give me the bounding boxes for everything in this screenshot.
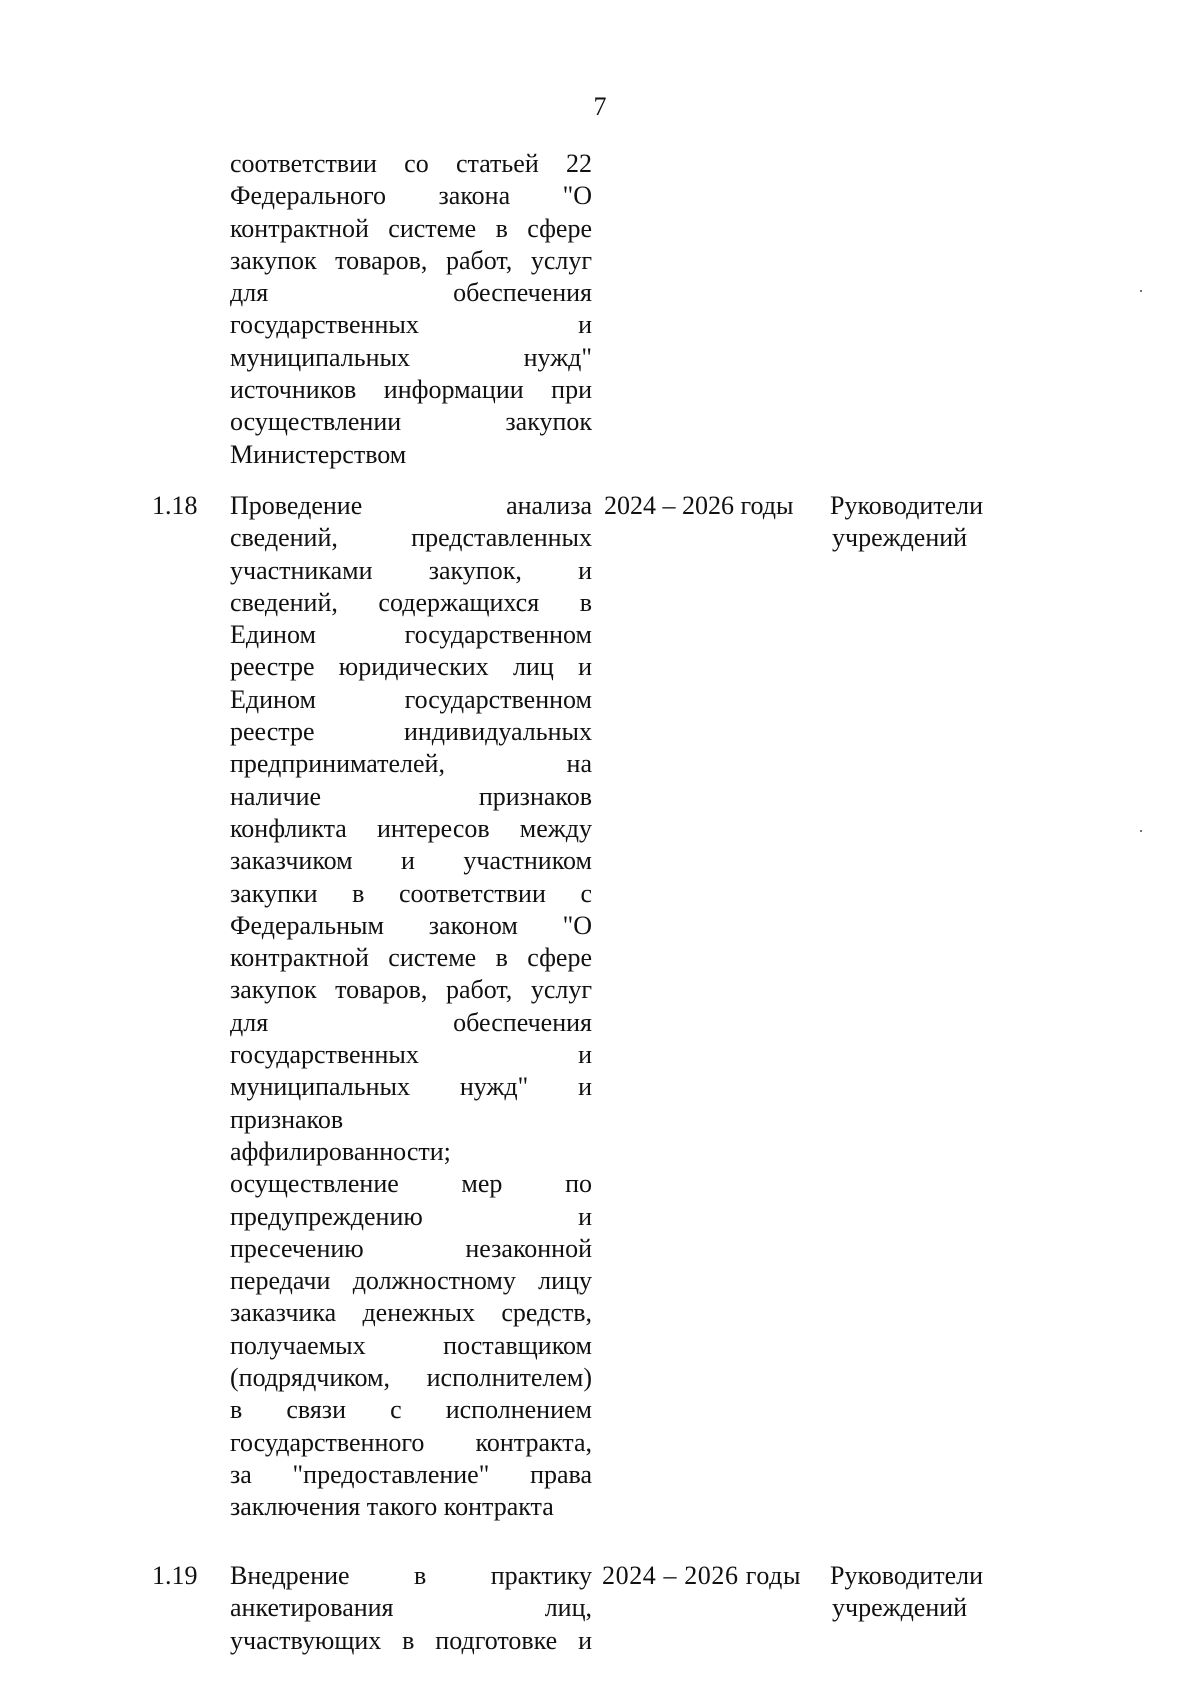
text-line: Едином государственном — [230, 620, 592, 650]
row-term: 2024 – 2026 годы — [602, 1561, 802, 1590]
text-line: для обеспечения — [230, 1007, 592, 1037]
responsible-line: Руководители — [830, 491, 984, 520]
text-line: анкетирования лиц, — [230, 1593, 592, 1623]
text-line: закупок товаров, работ, услуг — [230, 245, 592, 275]
text-line: сведений, представленных — [230, 523, 592, 553]
text-line: участвующих в подготовке и — [230, 1625, 592, 1655]
text-line: участниками закупок, и — [230, 555, 592, 585]
text-line: в связи с исполнением — [230, 1395, 592, 1425]
text-line: закупок товаров, работ, услуг — [230, 975, 592, 1005]
responsible-line: Руководители — [830, 1561, 984, 1590]
text-line: Министерством — [230, 439, 407, 469]
text-line: реестре индивидуальных — [230, 717, 592, 747]
scan-speck — [1140, 290, 1142, 292]
text-line: государственного контракта, — [230, 1427, 592, 1457]
text-line: Федеральным законом "О — [230, 910, 592, 940]
text-line: заказчиком и участником — [230, 846, 592, 876]
text-line: муниципальных нужд" и — [230, 1072, 592, 1102]
text-line: реестре юридических лиц и — [230, 652, 592, 682]
text-line: сведений, содержащихся в — [230, 587, 592, 617]
responsible-line: учреждений — [832, 1593, 968, 1623]
text-line: (подрядчиком, исполнителем) — [230, 1363, 592, 1393]
text-line: предпринимателей, на — [230, 749, 592, 779]
text-line: предупреждению и — [230, 1201, 592, 1231]
text-line: передачи должностному лицу — [230, 1266, 592, 1296]
text-line: аффилированности; — [230, 1136, 451, 1166]
text-line: государственных и — [230, 1040, 592, 1070]
row-responsible — [830, 1560, 983, 1625]
text-line: муниципальных нужд" — [230, 342, 592, 372]
page-number: 7 — [593, 92, 607, 121]
scan-speck — [1140, 830, 1142, 832]
row-responsible — [830, 490, 983, 555]
text-line: осуществлении закупок — [230, 407, 592, 437]
row-term: 2024 – 2026 годы — [604, 491, 794, 520]
text-line: государственных и — [230, 310, 592, 340]
text-line: признаков — [230, 1104, 344, 1134]
row-number: 1.18 — [152, 491, 198, 520]
text-line: получаемых поставщиком — [230, 1330, 592, 1360]
text-line: конфликта интересов между — [230, 813, 592, 843]
text-line: осуществление мер по — [230, 1169, 592, 1199]
text-line: контрактной системе в сфере — [230, 943, 592, 973]
text-line: соответствии со статьей 22 — [230, 149, 592, 178]
continuation-description — [230, 148, 592, 471]
row-description — [230, 490, 592, 1524]
text-line: для обеспечения — [230, 278, 592, 308]
text-line: пресечению незаконной — [230, 1233, 592, 1263]
row-number: 1.19 — [152, 1561, 198, 1590]
text-line: источников информации при — [230, 375, 592, 405]
text-line: Федерального закона "О — [230, 181, 592, 211]
text-line: заключения такого контракта — [230, 1492, 554, 1522]
text-line: Едином государственном — [230, 684, 592, 714]
text-line: закупки в соответствии с — [230, 878, 592, 908]
text-line: за "предоставление" права — [230, 1459, 592, 1489]
text-line: контрактной системе в сфере — [230, 213, 592, 243]
text-line: наличие признаков — [230, 781, 592, 811]
text-line: Внедрение в практику — [230, 1561, 592, 1590]
row-description — [230, 1560, 592, 1657]
text-line: заказчика денежных средств, — [230, 1298, 592, 1328]
responsible-line: учреждений — [832, 523, 968, 553]
text-line: Проведение анализа — [230, 491, 592, 520]
